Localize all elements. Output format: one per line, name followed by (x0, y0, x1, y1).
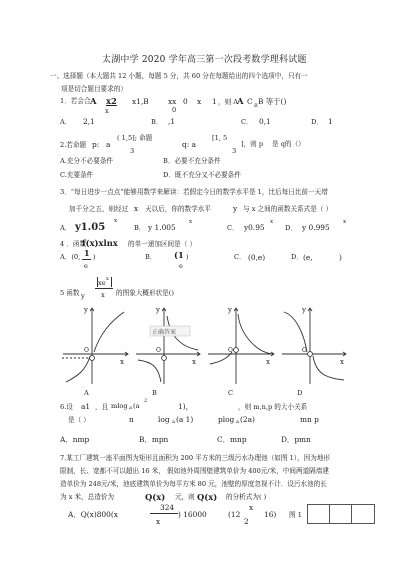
q2-opt-c: C.充要条件 (60, 171, 94, 179)
q7-line-3: 造单价为 248元/米，池底建筑单价为每平方米 80 元，池壁的厚度忽视不计．设污水池的长 (60, 480, 327, 488)
q3-opt-d: y 0.995 (302, 223, 330, 232)
q1-r-sub: R (254, 103, 258, 109)
q7-q-2: Q(x) (197, 492, 218, 502)
q6-opt-a: A．nmp (60, 435, 90, 444)
q5-text-a: 5 函数 (60, 289, 80, 297)
q4-opt-a-num: 1 (84, 248, 90, 258)
q1-then: ，则 A (218, 98, 239, 106)
q7-figure-divider-2 (351, 505, 352, 523)
q7-figure (307, 504, 375, 524)
q4-text-b: 的单一递加区间是（ ） (128, 240, 197, 248)
q5-text-b: 的图象大概形状是() (116, 289, 174, 297)
q1-opt-a-label: A． (60, 118, 72, 126)
q5-graphs (60, 304, 350, 386)
graph-b-x-label: x (192, 358, 196, 366)
q4-opt-a-close: ) (93, 253, 96, 261)
q3-opt-b: y 1.005 (148, 223, 176, 232)
q5-num: xe (98, 279, 106, 287)
q3-opt-a-exp: x (114, 218, 118, 224)
q6-one: 1)， (178, 402, 193, 411)
q4-opt-a: A．(0, (60, 253, 81, 261)
q2-three-1: 3 (130, 147, 135, 155)
q6-is: 是（ ） (68, 416, 90, 424)
q1-xx: xx (168, 97, 177, 106)
q1-opt-d: 1 (328, 117, 333, 126)
graph-c-x-label: x (266, 358, 270, 366)
q2-opt-d: D．既不充分又不必要条件 (163, 171, 241, 179)
q7-q: Q(x) (145, 492, 166, 502)
graph-a-y-label: y (84, 306, 88, 314)
q2-bracket: ]，则 p (241, 140, 264, 148)
q7-opt-a-bar (150, 513, 178, 514)
q4-opt-a-den: e (84, 262, 88, 270)
q4-opt-d-close: ) (339, 253, 342, 262)
q2-interval-p: ( 1,5]; 命题 (117, 134, 153, 142)
q1-opt-b: ,1 (168, 117, 176, 126)
graph-b-y-label: y (156, 306, 160, 314)
q5-den: x (101, 291, 105, 299)
graph-d-y-label: y (302, 306, 306, 314)
q1-opt-a: 2,1 (83, 117, 95, 126)
q1-set-a: A (90, 96, 97, 106)
q3-x: x (134, 204, 139, 213)
graph-d-label: D (297, 389, 303, 397)
q3-opt-d-label: D． (285, 224, 297, 232)
graph-c-y-label: y (228, 306, 232, 314)
q7-opt-a-tail: 16) (264, 510, 277, 519)
q2-opt-b: B．必要不充分条件 (163, 157, 221, 165)
q6-nlog-sub: a (172, 419, 175, 425)
q7-opt-a: A．Q(x)800(x (68, 510, 118, 519)
q1-complement: C (247, 97, 253, 106)
q6-opt-c: C．mnp (217, 435, 247, 444)
q7-opt-a-f2-den: 2 (244, 517, 249, 526)
q1-opt-c: 0,1 (259, 117, 271, 126)
q6-relation-2: mn p (300, 415, 319, 424)
graph-a-origin: O (84, 347, 89, 354)
q4-opt-b: (1 (174, 250, 184, 260)
graph-b-label: B (152, 389, 157, 397)
graph-d-origin: O (302, 347, 307, 354)
section-heading-cont: 项是切合题目要求的） (61, 85, 127, 93)
q6-mlog-sub: a (129, 405, 132, 411)
q6-text-b: ，且 (95, 403, 109, 411)
q4-opt-d: (e, (303, 253, 313, 262)
q4-function: f(x)xlnx (82, 238, 118, 248)
q6-text-a: 6.设 (60, 403, 73, 411)
q5-watermark: 正确答案 (152, 329, 177, 336)
q6-mlog: mlog (111, 402, 128, 410)
graph-c-origin: O (228, 347, 233, 354)
q6-square: 2 (144, 398, 148, 404)
q7-line-1: 7.某工厂建筑一座平面图为矩形且面积为 200 平方米的三级污水办理池（如图 1），因为地形 (60, 454, 331, 462)
q1-text: 1．若会合 (60, 97, 91, 105)
q6-n: n (129, 415, 134, 424)
q5-abs-left (97, 277, 98, 287)
q4-opt-a-bar (82, 259, 91, 260)
q3-line-1: 3．“每日进步一点点”能够用数学来解读：若假定今日的数学水平是 1，比后每日比前一天增 (60, 188, 328, 196)
q6-mlog-arg: (a (133, 402, 140, 410)
q1-x-under: x (105, 107, 109, 115)
q6-a1: a1 (81, 402, 91, 411)
q7-line-4a: 为 x 米，总造价为 (60, 493, 115, 501)
q7-figure-label: 图 1 (289, 511, 302, 519)
q3-opt-d-exp: x (343, 219, 347, 225)
q1-x: x (197, 97, 202, 106)
q2-is: 是 q的（） (272, 140, 305, 148)
q4-opt-c: (0,e) (248, 253, 266, 262)
q7-opt-a-f2: (12 (228, 510, 241, 519)
q6-relation: ，则 m,n,p 的大小关系 (238, 403, 308, 411)
q1-zero: 0 (172, 106, 177, 114)
graph-a-label: A (84, 389, 89, 397)
q3-opt-c-exp: x (270, 219, 274, 225)
q4-opt-b-den: e (179, 262, 183, 270)
q1-one: 1 (212, 97, 217, 106)
q3-line-2a: 加千分之五，则经过 (69, 205, 129, 213)
q7-line-4c: 的分析式为( ) (226, 493, 267, 501)
q1-zero2: 0 (183, 97, 188, 106)
q7-opt-a-mid: ) 16000 (178, 510, 207, 519)
graph-b-origin: O (156, 347, 161, 354)
q1-equals: B 等于() (258, 97, 287, 106)
q2-opt-a: A.充分不必要条件 (60, 157, 114, 165)
graph-c-label: C (228, 389, 234, 397)
q3-opt-c: y0.95 (244, 223, 265, 232)
q7-line-2: 限制，长、宽都不可以超出 16 米， 假如池外周围壁建筑单价为 400元/米，中间两道隔墙建 (60, 467, 329, 475)
q6-nlog-arg: (a 1) (176, 415, 194, 424)
q1-opt-c-label: C． (241, 118, 253, 126)
q7-opt-a-den: x (156, 517, 161, 526)
q5-frac-bar (95, 288, 113, 289)
q6-plog: plog (218, 415, 235, 424)
q4-text-a: 4 ．函数 (60, 240, 87, 248)
q1-a2: A (237, 96, 244, 106)
q2-a: a (106, 140, 111, 149)
q3-line-2c: 与 x 之间的函数关系式是（ ） (243, 205, 333, 213)
q3-opt-a-label: A． (60, 224, 72, 232)
q2-q: q: a (182, 140, 196, 149)
q6-opt-b: B．mpn (139, 435, 169, 444)
q4-opt-b-close: ) (186, 253, 189, 261)
page-title: 太湖中学 2020 学年高三第一次段考数学理科试题 (102, 55, 307, 65)
q7-line-4b: 元，则 (175, 493, 195, 501)
q6-plog-sub: a (236, 419, 239, 425)
q5-y: y (81, 292, 85, 300)
q5-abs-right (111, 277, 112, 287)
q3-opt-a: y1.05 (75, 222, 106, 233)
q6-nlog: log (158, 415, 170, 424)
q3-y: y (233, 204, 238, 213)
q4-opt-d-label: D． (291, 253, 303, 261)
graph-a-x-label: x (120, 358, 124, 366)
q2-interval-q: [1, 5 (212, 134, 228, 142)
q7-opt-a-num: 324 (160, 503, 175, 512)
section-heading: 一、选择题（本大题共 12 小题，每题 5 分，共 60 分在每题给出的四个选项中，只有一 (50, 72, 308, 80)
q7-figure-divider-1 (329, 505, 330, 523)
q2-three-2: 3 (232, 147, 237, 155)
q6-opt-d: D．pmn (281, 435, 311, 444)
q1-x1: x1,B (132, 97, 149, 106)
q1-opt-d-label: D． (311, 118, 323, 126)
q3-opt-b-exp: x (189, 219, 193, 225)
q4-opt-c-label: C． (234, 253, 246, 261)
q3-line-2b: 天以后，你的数学水平 (145, 205, 211, 213)
q2-text: 2.若命题 (60, 141, 87, 149)
graph-d-x-label: x (340, 358, 344, 366)
q1-opt-b-label: B． (151, 118, 163, 126)
q1-x2: x2 (106, 96, 117, 106)
q5-num-exp: x (106, 276, 109, 282)
q7-opt-a-f2-num: x (249, 503, 254, 512)
q6-plog-arg: (2a) (240, 415, 255, 424)
q4-opt-b-label: B． (145, 253, 157, 261)
q3-opt-b-label: B． (134, 224, 146, 232)
q2-p: p: (92, 140, 100, 149)
q3-opt-c-label: C． (227, 224, 239, 232)
